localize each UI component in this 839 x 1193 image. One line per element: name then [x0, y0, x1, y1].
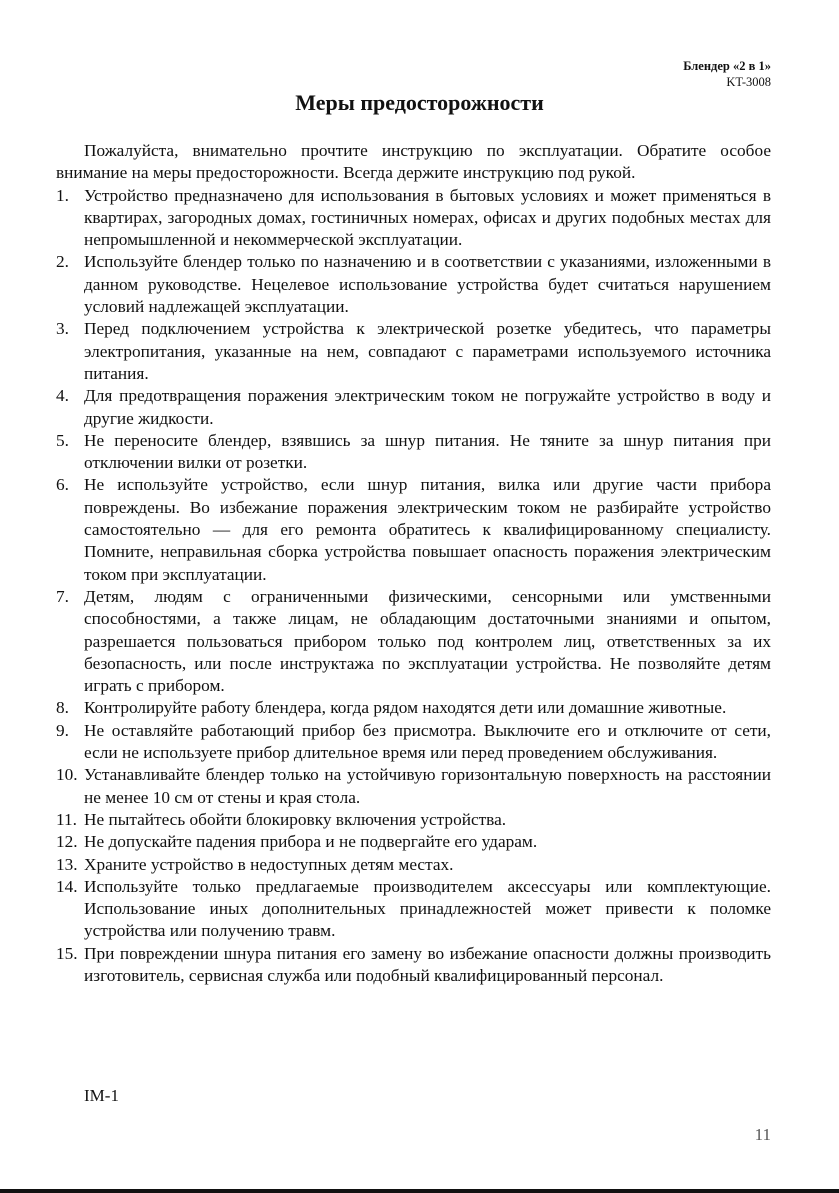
list-item: [56, 831, 771, 853]
list-item: [56, 943, 771, 988]
item-text: Устройство предназначено для использования в бытовых условиях и может применяться в квартирах, загородных домах, гостиничных номерах, офисах и других подобных местах для непромышленной и некоммерческой эксплуатации.: [84, 185, 771, 250]
item-number: 4.: [56, 386, 69, 406]
item-number: 15.: [56, 943, 78, 963]
item-number: 11.: [56, 809, 77, 829]
product-name: Блендер «2 в 1»: [683, 59, 771, 73]
item-number: 6.: [56, 475, 69, 495]
item-number: 5.: [56, 430, 69, 450]
item-number: 12.: [56, 832, 78, 852]
item-number: 7.: [56, 586, 69, 606]
running-header: [683, 58, 771, 90]
item-number: 2.: [56, 252, 69, 272]
item-number: 1.: [56, 185, 69, 205]
page-number: 11: [754, 1125, 771, 1144]
item-number: 13.: [56, 854, 78, 874]
document-code: IM-1: [84, 1086, 119, 1105]
item-number: 14.: [56, 876, 78, 896]
list-item: [56, 764, 771, 809]
item-text: Не переносите блендер, взявшись за шнур питания. Не тяните за шнур питания при отключении вилки от розетки.: [84, 430, 771, 473]
list-item: [56, 586, 771, 697]
model-number: KT-3008: [726, 75, 771, 89]
item-number: 8.: [56, 698, 69, 718]
page-title: Меры предосторожности: [295, 90, 544, 115]
list-item: [56, 876, 771, 943]
list-item: [56, 854, 771, 876]
item-text: При повреждении шнура питания его замену во избежание опасности должны производить изготовитель, сервисная служба или подобный квалифицированный персонал.: [84, 943, 771, 985]
item-text: Храните устройство в недоступных детям местах.: [84, 854, 454, 874]
bottom-border: [0, 1189, 839, 1193]
list-item: [56, 251, 771, 318]
page-content: [56, 140, 771, 987]
item-text: Контролируйте работу блендера, когда рядом находятся дети или домашние животные.: [84, 698, 727, 718]
item-number: 3.: [56, 319, 69, 339]
item-text: Перед подключением устройства к электрической розетке убедитесь, что параметры электропитания, указанные на нем, совпадают с параметрами используемого источника питания.: [84, 319, 771, 383]
list-item: [56, 430, 771, 475]
item-number: 9.: [56, 720, 69, 740]
list-item: [56, 809, 771, 831]
list-item: [56, 185, 771, 252]
item-text: Устанавливайте блендер только на устойчивую горизонтальную поверхность на расстоянии не менее 10 см от стены и края стола.: [84, 765, 771, 807]
list-item: [56, 385, 771, 430]
intro-paragraph: Пожалуйста, внимательно прочтите инструкцию по эксплуатации. Обратите особое внимание на меры предосторожности. Всегда держите инструкцию под рукой.: [56, 141, 771, 183]
item-number: 10.: [56, 765, 78, 785]
item-text: Для предотвращения поражения электрическим током не погружайте устройство в воду и другие жидкости.: [84, 386, 771, 428]
item-text: Не допускайте падения прибора и не подвергайте его ударам.: [84, 832, 538, 852]
item-text: Детям, людям с ограниченными физическими, сенсорными или умственными способностями, а также лицам, не обладающим достаточными знаниями и опытом, разрешается пользоваться прибором только под контролем лиц, ответственных за их безопасность, или после инструктажа по эксплуатации устройства. Не позволяйте детям играть с прибором.: [84, 586, 771, 696]
list-item: [56, 318, 771, 385]
item-text: Не пытайтесь обойти блокировку включения устройства.: [84, 809, 507, 829]
item-text: Не используйте устройство, если шнур питания, вилка или другие части прибора повреждены. Во избежание поражения электрическим током не разбирайте устройство самостоятельно — для его ремонта обратитесь к квалифицированному специалисту. Помните, неправильная сборка устройства повышает опасность поражения электрическим током при эксплуатации.: [84, 475, 771, 584]
item-text: Используйте только предлагаемые производителем аксессуары или комплектующие. Использование иных дополнительных принадлежностей может привести к поломке устройства или получению травм.: [84, 876, 771, 941]
list-item: [56, 697, 771, 719]
precautions-list: [56, 185, 771, 988]
list-item: [56, 720, 771, 765]
list-item: [56, 474, 771, 585]
item-text: Используйте блендер только по назначению и в соответствии с указаниями, изложенными в данном руководстве. Нецелевое использование устройства будет считаться нарушением условий надлежащей эксплуатации.: [84, 252, 771, 317]
item-text: Не оставляйте работающий прибор без присмотра. Выключите его и отключите от сети, если не используете прибор длительное время или перед проведением обслуживания.: [84, 720, 771, 763]
